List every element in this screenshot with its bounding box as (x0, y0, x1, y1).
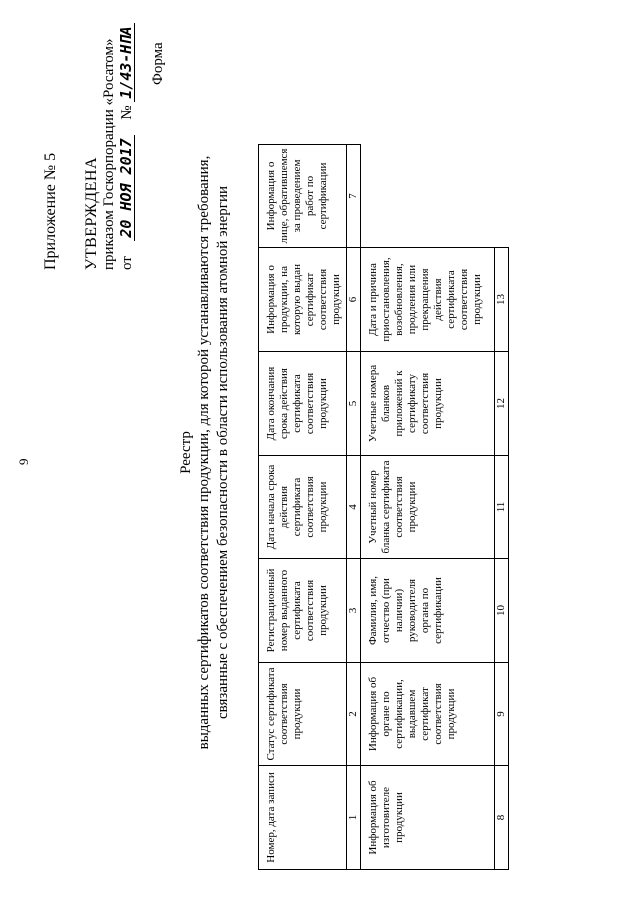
column-number: 11 (495, 456, 509, 559)
column-number: 13 (495, 248, 509, 352)
appendix-label: Приложение № 5 (42, 152, 59, 270)
table-header-cell: Статус сертификата соответствия продукции (259, 663, 347, 766)
table-header-cell: Информация об изготовителе продукции (361, 766, 495, 870)
date-prefix: от (119, 256, 135, 270)
table-header-cell: Информация о продукции, на которую выдан сертификат соответствия продукции (259, 248, 347, 352)
table-number-row (495, 145, 509, 870)
column-number: 3 (347, 559, 361, 663)
table-header-cell: Учетный номер бланка сертификата соответствия продукции (361, 456, 495, 559)
table-header-cell: Дата и причина приостановления, возобновления, продления или прекращения действия сертификата соответствия продукции (361, 248, 495, 352)
column-number: 5 (347, 352, 361, 456)
table-header-cell: Дата окончания срока действия сертификата соответствия продукции (259, 352, 347, 456)
registry-subtitle-line-1: выданных сертификатов соответствия продукции, для которой устанавливаются требования, (196, 155, 212, 750)
column-number: 7 (347, 145, 361, 248)
column-number: 12 (495, 352, 509, 456)
table-header-cell: Информация об органе по сертификации, выдавшем сертификат соответствия продукции (361, 663, 495, 766)
registry-title: Реестр (178, 431, 194, 474)
table-number-row (347, 145, 361, 870)
registry-subtitle-line-2: связанные с обеспечением безопасности в области использования атомной энергии (215, 185, 231, 720)
table-header-row (361, 145, 495, 870)
table-header-cell: Фамилия, имя, отчество (при наличии) руководителя органа по сертификации (361, 559, 495, 663)
column-number: 4 (347, 456, 361, 559)
order-date-value: 20 НОЯ 2017 (119, 135, 135, 240)
column-number: 6 (347, 248, 361, 352)
table-header-cell: Информация о лице, обратившемся за проведением работ по сертификации (259, 145, 347, 248)
column-number: 2 (347, 663, 361, 766)
empty-cell (361, 145, 509, 248)
form-label: Форма (150, 42, 166, 85)
column-number: 9 (495, 663, 509, 766)
column-number: 10 (495, 559, 509, 663)
order-reference: приказом Госкорпорации «Росатом» (101, 38, 117, 270)
table-header-row (259, 145, 347, 870)
approved-heading: УТВЕРЖДЕНА (83, 156, 100, 270)
registry-table (258, 144, 509, 870)
order-date-line (119, 23, 136, 270)
column-number: 1 (347, 766, 361, 870)
table-header-cell: Дата начала срока действия сертификата соответствия продукции (259, 456, 347, 559)
table-header-cell: Учетные номера бланков приложений к сертификату соответствия продукции (361, 352, 495, 456)
page-number: 9 (16, 458, 31, 465)
table-header-cell: Номер, дата записи (259, 766, 347, 870)
number-prefix: № (119, 105, 135, 120)
column-number: 8 (495, 766, 509, 870)
order-number-value: 1/43-НПА (119, 23, 135, 101)
table-header-cell: Регистрационный номер выданного сертификата соответствия продукции (259, 559, 347, 663)
